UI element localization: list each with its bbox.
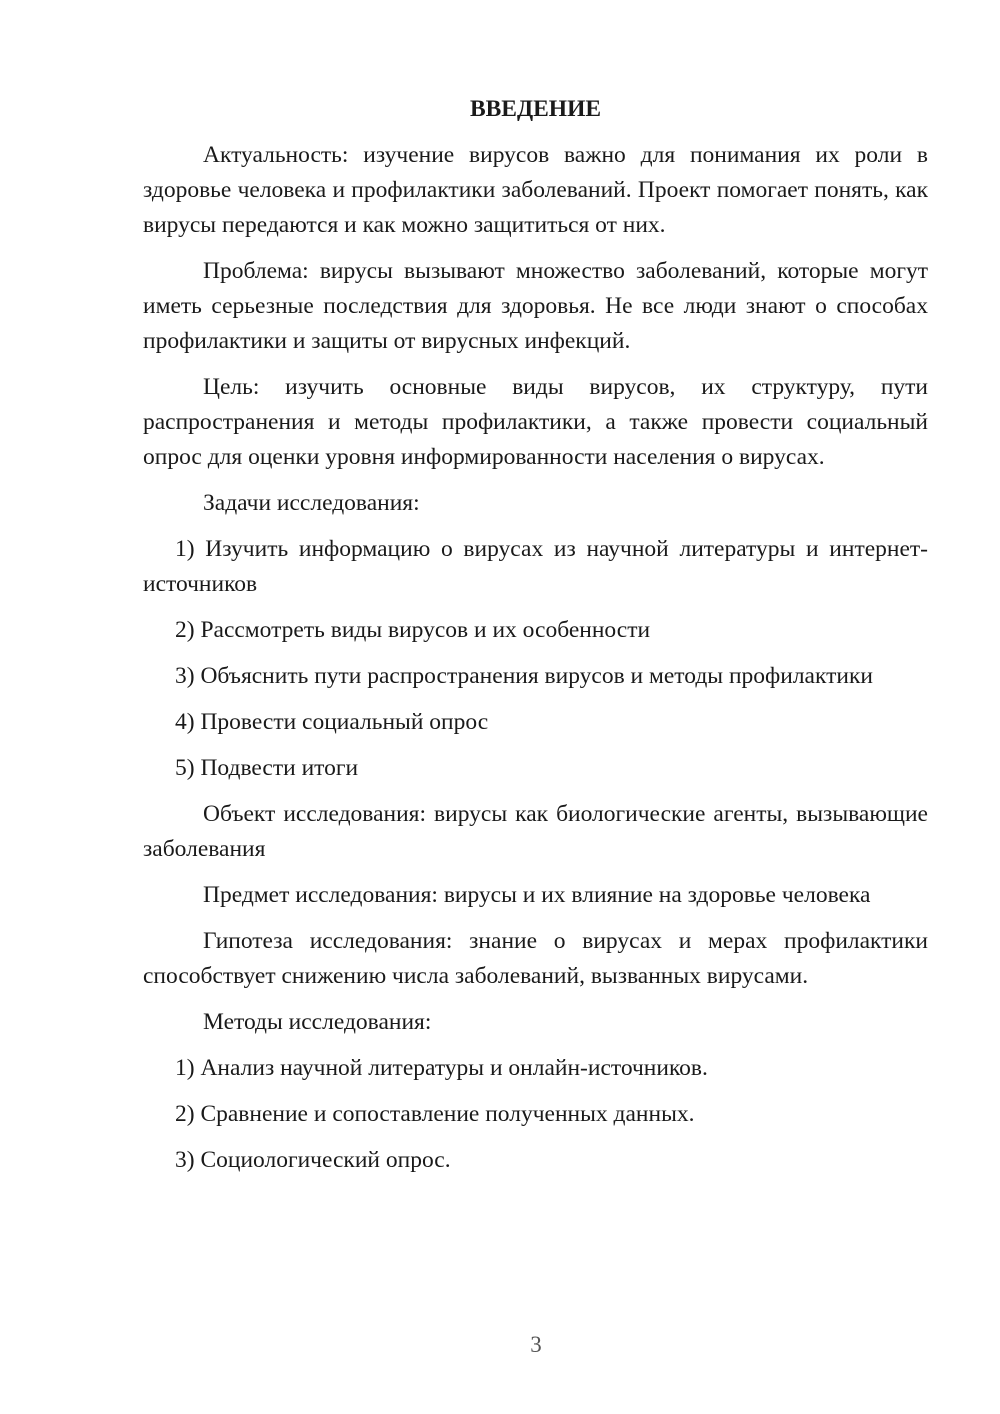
page-title: ВВЕДЕНИЕ [469,96,602,122]
list-item: 1) Изучить информацию о вирусах из научной литературы и интернет-источников [143,536,928,597]
tasks-heading: Задачи исследования: [203,490,420,516]
list-item: 4) Провести социальный опрос [175,709,489,735]
methods-list [143,1051,928,1178]
page-number: 3 [530,1332,542,1357]
document-page [143,92,928,1189]
tasks-list [143,532,928,786]
list-item: 1) Анализ научной литературы и онлайн-источников. [175,1055,708,1081]
hypothesis-paragraph: Гипотеза исследования: знание о вирусах и мерах профилактики способствует снижению числа заболеваний, вызванных вирусами. [143,928,928,989]
object-paragraph: Объект исследования: вирусы как биологические агенты, вызывающие заболевания [143,801,928,862]
relevance-paragraph: Актуальность: изучение вирусов важно для понимания их роли в здоровье человека и профилактики заболеваний. Проект помогает понять, как вирусы передаются и как можно защититься от них. [143,142,928,238]
subject-paragraph: Предмет исследования: вирусы и их влияние на здоровье человека [203,882,871,908]
goal-paragraph: Цель: изучить основные виды вирусов, их структуру, пути распространения и методы профилактики, а также провести социальный опрос для оценки уровня информированности населения о вирусах. [143,374,928,470]
list-item: 3) Объяснить пути распространения вирусов и методы профилактики [175,663,873,689]
list-item: 5) Подвести итоги [175,755,359,781]
methods-heading: Методы исследования: [203,1009,432,1035]
list-item: 3) Социологический опрос. [175,1147,451,1173]
list-item: 2) Рассмотреть виды вирусов и их особенности [175,617,651,643]
list-item: 2) Сравнение и сопоставление полученных данных. [175,1101,695,1127]
problem-paragraph: Проблема: вирусы вызывают множество заболеваний, которые могут иметь серьезные последствия для здоровья. Не все люди знают о способах профилактики и защиты от вирусных инфекций. [143,258,928,354]
